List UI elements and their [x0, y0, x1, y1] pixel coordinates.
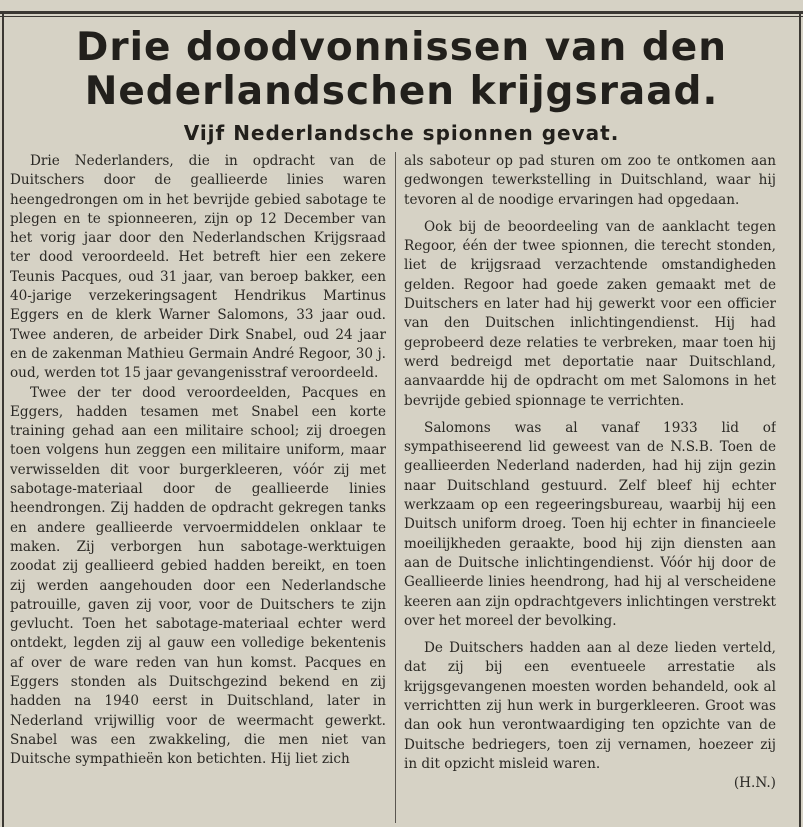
paragraph: Drie Nederlanders, die in opdracht van de Duitschers door de geallieerde linies waren heengedrongen om in het bevrijde gebied sabotage te plegen en te spionneeren, zijn op 12 December van het vorig jaar door den Nederlandschen Krijgsraad ter dood veroordeeld. Het betreft hier een zekere Teunis Pacques, oud 31 jaar, van beroep bakker, een 40-jarige verzekeringsagent Hendrikus Martinus Eggers en de klerk Warner Salomons, 33 jaar oud. Twee anderen, de arbeider Dirk Snabel, oud 24 jaar en de zakenman Mathieu Germain André Regoor, 30 j. oud, werden tot 15 jaar gevangenisstraf veroordeeld. — [10, 153, 386, 382]
paragraph: Salomons was al vanaf 1933 lid of sympathiseerend lid geweest van de N.S.B. Toen de geallieerden Nederland naderden, had hij zijn gezin naar Duitschland gestuurd. Zelf bleef hij echter werkzaam op een regeeringsbureau, waarbij hij een Duitsch uniform droeg. Toen hij echter in financieele moeilijkheden geraakte, bood hij zijn diensten aan aan de Duitsche inlichtingendienst. Vóór hij door de Geallieerde linies heendrong, had hij al verscheidene keeren aan zijn opdrachtgevers inlichtingen verstrekt over het moreel der bevolking. — [404, 419, 776, 629]
paragraph: Twee der ter dood veroordeelden, Pacques en Eggers, hadden tesamen met Snabel een korte training gehad aan een militaire school; zij droegen toen volgens hun zeggen een militaire uniform, maar verwisselden dit voor burgerkleeren, vóór zij met sabotage-materiaal door de geallieerde linies heendrongen. Zij hadden de opdracht gekregen tanks en andere geallieerde vervoermiddelen onklaar te maken. Zij verborgen hun sabotage-werktuigen zoodat zij geallieerd gebied hadden bereikt, en toen zij werden aangehouden door een Nederlandsche patrouille, gaven zij voor, voor de Duitschers te zijn gevlucht. Toen het sabotage-materiaal echter werd ontdekt, legden zij al gauw een volledige bekentenis af over de ware reden van hun komst. Pacques en Eggers stonden als Duitschgezind bekend en zij hadden na 1940 eerst in Duitschland, later in Nederland vrijwillig voor de weermacht gewerkt. Snabel was een zwakkeling, die men niet van Duitsche sympathieën kon betichten. Hij liet zich — [10, 384, 386, 768]
article-column-left — [10, 152, 386, 823]
column-divider — [395, 152, 396, 823]
right-border-rule — [799, 11, 801, 827]
paragraph: als saboteur op pad sturen om zoo te ontkomen aan gedwongen tewerkstelling in Duitschland, waar hij tevoren al de noodige ervaringen had opgedaan. — [404, 153, 776, 208]
author-signature: (H.N.) — [733, 775, 776, 792]
top-border-rule — [0, 11, 803, 14]
paragraph: Ook bij de beoordeeling van de aanklacht tegen Regoor, één der twee spionnen, die terecht stonden, liet de krijgsraad verzachtende omstandigheden gelden. Regoor had goede zaken gemaakt met de Duitschers en later had hij gewerkt voor een officier van den Duitschen inlichtingendienst. Hij had geprobeerd deze relaties te verbreken, maar toen hij werd bedreigd met deportatie naar Duitschland, aanvaardde hij de opdracht om met Salomons in het bevrijde gebied spionnage te verrichten. — [404, 218, 776, 409]
top-border-rule-thin — [0, 16, 803, 17]
left-border-rule — [2, 11, 4, 827]
paragraph: De Duitschers hadden aan al deze lieden verteld, dat zij bij een eventueele arrestatie als krijgsgevangenen moesten worden behandeld, ook al verrichtten zij hun werk in burgerkleeren. Groot was dan ook hun verontwaardiging ten opzichte van de Duitsche bedriegers, toen zij vernamen, hoezeer zij in dit opzicht misleid waren. — [404, 640, 776, 772]
article-column-right — [404, 152, 776, 823]
article-headline: Drie doodvonnissen van den Nederlandschen krijgsraad. — [76, 25, 727, 114]
article-subheadline: Vijf Nederlandsche spionnen gevat. — [183, 121, 620, 145]
